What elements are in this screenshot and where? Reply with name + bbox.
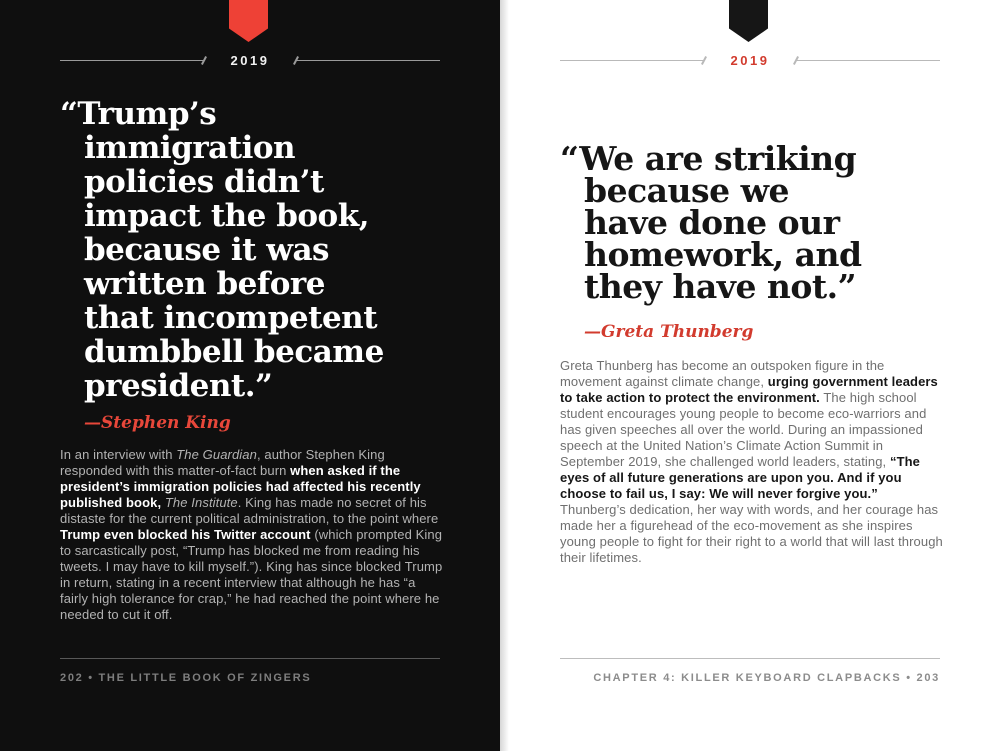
text-run: Trump even blocked his Twitter account [60,527,311,542]
divider-line [796,60,940,61]
pull-quote: “We are striking because we have done our homework, and they have not.” [560,139,862,306]
year-label: 2019 [230,53,270,68]
text-run: Greta Thunberg has become an outspoken figure in the movement against climate change, [560,358,885,389]
footer-rule [560,658,940,659]
text-run: The Institute [164,495,238,510]
divider-tick [701,56,707,65]
year-divider [60,52,440,69]
body-paragraph [560,358,946,566]
divider-line [296,60,440,61]
text-run: . King has made no secret of his distaste for the current political administration, to the point where [60,495,439,526]
year-divider [560,52,940,69]
text-run: The high school student encourages young people to become eco-warriors and has given speeches all over the world. During an impassioned speech at the United Nation’s Climate Action Summit in September 2019, she challenged world leaders, stating, [560,390,927,469]
text-run: when asked if the president’s immigration policies had affected his recently published book, [60,463,421,510]
text-run: The Guardian [176,447,257,462]
text-run: urging government leaders to take action to protect the environment. [560,374,938,405]
quote-attribution: —Stephen King [84,413,231,433]
bookmark-ribbon-icon [729,0,768,42]
right-page [500,0,1000,751]
page-footer: 202 • THE LITTLE BOOK OF ZINGERS [60,672,312,684]
divider-line [60,60,204,61]
text-run: “The eyes of all future generations are upon you. And if you choose to fail us, I say: We will never forgive you.” [560,454,920,501]
text-run: (which prompted King to sarcastically post, “Trump has blocked me from reading his tweets. I may have to kill myself.”). King has since blocked Trump in return, stating in a recent interview that although he has “a fairly high tolerance for crap,” he had reached the point where he needed to cut it off. [60,527,443,622]
pull-quote: “Trump’s immigration policies didn’t impact the book, because it was written before that incompetent dumbbell became president.” [60,96,384,404]
year-label: 2019 [730,53,770,68]
divider-tick [201,56,207,65]
body-paragraph [60,447,446,623]
text-run: , author Stephen King responded with this matter-of-fact burn [60,447,385,478]
text-run: In an interview with [60,447,177,462]
quote-attribution: —Greta Thunberg [584,322,754,342]
text-run: Thunberg’s dedication, her way with words, and her courage has made her a figurehead of the eco-movement as she inspires young people to fight for their right to a world that will last through their lifetimes. [560,502,943,565]
footer-rule [60,658,440,659]
bookmark-ribbon-icon [229,0,268,42]
divider-line [560,60,704,61]
page-footer: CHAPTER 4: KILLER KEYBOARD CLAPBACKS • 203 [593,672,940,684]
